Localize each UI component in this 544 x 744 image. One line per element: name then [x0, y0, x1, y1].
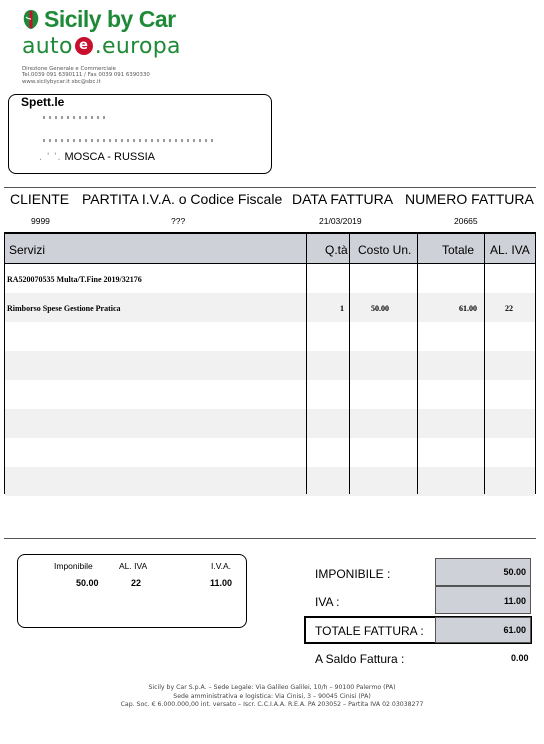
services-table — [4, 232, 536, 494]
vat-amount-value: 11.00 — [210, 578, 233, 588]
totale-label: TOTALE FATTURA : — [315, 624, 424, 638]
footer-line: Cap. Soc. € 6.000.000,00 int. versato – Iscr. C.C.I.A.A. R.E.A. PA 203052 – Partita IVA 02 03038277 — [120, 701, 424, 708]
vat-amount-header: I.V.A. — [211, 561, 232, 571]
client-code: 9999 — [31, 216, 50, 226]
company-line: Direzione Generale e Commerciale — [22, 66, 116, 72]
table-row — [5, 351, 535, 380]
column-header-vat-rate: AL. IVA — [490, 243, 530, 257]
totale-cell — [435, 617, 531, 643]
column-divider — [417, 234, 418, 494]
iva-cell — [435, 586, 531, 614]
column-divider — [306, 234, 307, 494]
recipient-box — [8, 94, 272, 174]
table-row — [5, 438, 535, 467]
divider — [4, 187, 536, 188]
vat-base-header: Imponibile — [54, 561, 93, 571]
vat-rate-header: AL. IVA — [119, 561, 148, 571]
flower-logo-icon — [22, 8, 40, 30]
table-row — [5, 467, 535, 496]
iva-label: IVA : — [315, 595, 340, 609]
vat-rate-value: 22 — [131, 578, 142, 588]
client-values-row — [0, 216, 544, 228]
sub-brand-mark: e — [75, 37, 93, 55]
imponibile-cell — [435, 558, 531, 586]
column-divider — [349, 234, 350, 494]
vat-breakdown-box — [17, 554, 247, 628]
table-row — [5, 380, 535, 409]
vat-base-value: 50.00 — [76, 578, 99, 588]
invoice-date-header: DATA FATTURA — [292, 191, 394, 207]
column-header-total: Totale — [442, 243, 475, 257]
client-header-row — [0, 191, 544, 207]
imponibile-label: IMPONIBILE : — [315, 567, 391, 581]
column-header-qty: Q.tà — [325, 243, 348, 257]
vat-code: ??? — [171, 216, 186, 226]
company-line: www.sicilybycar.it sbc@sbc.it — [22, 78, 101, 85]
service-vat-rate: 22 — [505, 304, 513, 313]
imponibile-value: 50.00 — [503, 567, 526, 577]
sub-brand-right: .europa — [94, 33, 181, 59]
column-divider — [484, 234, 485, 494]
table-row — [5, 264, 535, 293]
service-qty: 1 — [340, 304, 344, 313]
invoice-number-header: NUMERO FATTURA — [405, 191, 534, 207]
vat-code-header: PARTITA I.V.A. o Codice Fiscale — [82, 191, 283, 207]
service-description: RA520070535 Multa/T.Fine 2019/32176 — [7, 275, 142, 284]
recipient-city — [39, 151, 155, 163]
footer-line: Sicily by Car S.p.A. – Sede Legale: Via Galileo Galilei, 10/h – 90100 Palermo (PA) — [148, 684, 396, 691]
iva-value: 11.00 — [503, 596, 526, 606]
services-table-header — [5, 234, 535, 264]
column-header-services: Servizi — [9, 243, 46, 257]
brand-name: Sicily by Car — [44, 5, 176, 32]
company-line: Tel.0039 091 6390111 / Fax 0039 091 6390330 — [22, 72, 150, 79]
company-info — [22, 66, 222, 85]
table-row — [5, 293, 535, 322]
recipient-city-name: MOSCA - RUSSIA — [64, 151, 155, 163]
table-row — [5, 409, 535, 438]
invoice-date: 21/03/2019 — [319, 216, 362, 226]
sub-brand-left: auto — [22, 33, 73, 59]
sub-brand-logo — [22, 34, 181, 58]
saldo-label: A Saldo Fattura : — [315, 652, 405, 666]
totale-value: 61.00 — [503, 625, 526, 635]
brand-logo — [22, 6, 176, 32]
footer-line: Sede amministrativa e logistica: Via Cinisi, 3 – 90045 Cinisi (PA) — [173, 692, 371, 700]
redacted-line — [43, 116, 107, 119]
divider — [4, 538, 536, 539]
invoice-number: 20665 — [454, 216, 478, 226]
service-unit-cost: 50.00 — [371, 304, 389, 313]
sub-brand-name — [22, 34, 181, 59]
recipient-city-prefix: . ' '. — [39, 151, 62, 163]
footer — [0, 684, 544, 710]
redacted-line — [43, 139, 215, 142]
service-description: Rimborso Spese Gestione Pratica — [7, 304, 121, 313]
column-header-unit-cost: Costo Un. — [358, 243, 412, 257]
saldo-value: 0.00 — [511, 653, 529, 663]
service-total: 61.00 — [459, 304, 477, 313]
client-header: CLIENTE — [10, 191, 70, 207]
table-row — [5, 322, 535, 351]
recipient-label: Spett.le — [21, 95, 65, 109]
